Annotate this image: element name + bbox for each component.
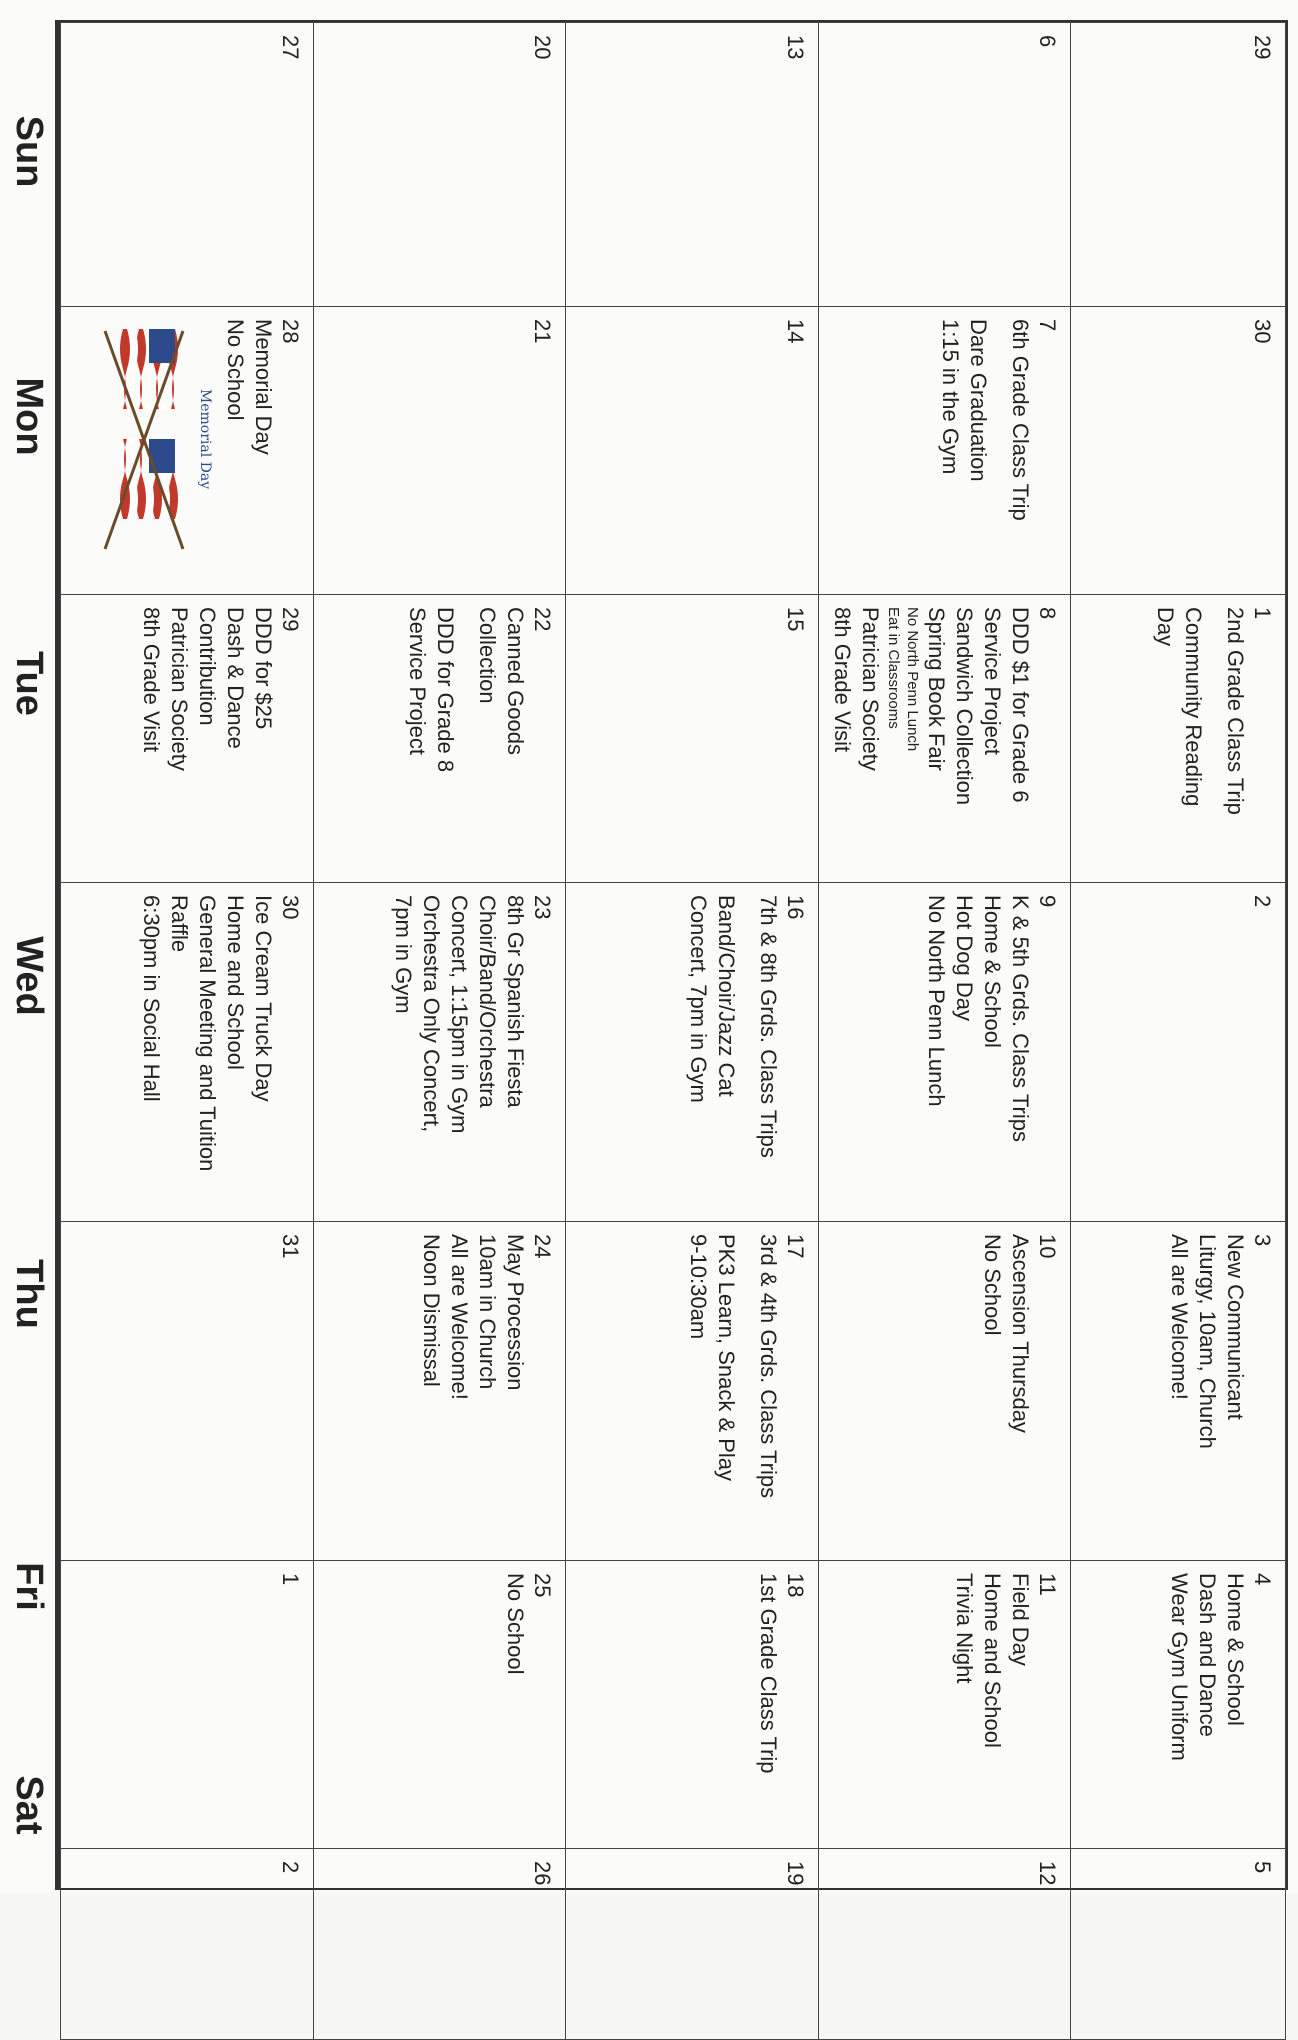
calendar-day-cell: [1071, 1849, 1286, 2040]
event-text: Dare Graduation 1:15 in the Gym: [938, 319, 992, 482]
event-text: 2nd Grade Class Trip: [1223, 607, 1248, 815]
day-number: 31: [277, 1234, 303, 1259]
cell-content: [819, 595, 1071, 882]
day-number: 30: [1250, 319, 1275, 344]
calendar-day-cell: [566, 23, 819, 307]
event-text: [992, 319, 1006, 582]
cell-content: [314, 307, 566, 594]
calendar-day-cell: [313, 1222, 566, 1561]
cell-content: [566, 1222, 818, 1560]
day-number: 30: [277, 895, 303, 920]
day-number: 17: [782, 1234, 808, 1259]
calendar-day-cell: [1071, 23, 1286, 307]
cell-content: [566, 307, 818, 594]
event-text: Community Reading Day: [1153, 607, 1206, 807]
day-number: 2: [277, 1861, 303, 1874]
event-text: [740, 1234, 754, 1548]
event-text: Field Day Home and School Trivia Night: [952, 1573, 1034, 1748]
day-number: 23: [530, 895, 556, 920]
day-number: 21: [530, 319, 556, 344]
cell-content: [819, 883, 1071, 1221]
event-text: Ice Cream Truck Day Home and School General Meeting and Tuition Raffle 6:30pm in Social Hall: [138, 895, 276, 1172]
cell-content: [1071, 595, 1285, 882]
cell-content: [61, 1561, 313, 1848]
event-text: Band/Choir/Jazz Cat Concert, 7pm in Gym: [685, 895, 739, 1103]
calendar-day-cell: [313, 23, 566, 307]
calendar-day-cell: [313, 1849, 566, 2040]
event-text: DDD for Grade 8 Service Project: [405, 607, 459, 773]
cell-content: [314, 23, 566, 306]
calendar-day-cell: [61, 1849, 314, 2040]
header-rule: [55, 20, 58, 1890]
cell-content: [314, 883, 566, 1221]
day-header-tue: Tue: [8, 651, 50, 716]
calendar-day-cell: [818, 1849, 1071, 2040]
day-number: 9: [1035, 895, 1061, 908]
calendar-day-cell: [313, 307, 566, 595]
event-text: New Communicant Liturgy, 10am, Church All are Welcome!: [1167, 1234, 1248, 1449]
day-number: 6: [1035, 35, 1061, 48]
week-row: [1071, 23, 1286, 2040]
day-number: 24: [530, 1234, 556, 1259]
cell-content: [314, 1561, 566, 1848]
event-text: [740, 895, 754, 1209]
calendar-day-cell: [818, 307, 1071, 595]
cell-content: [566, 1849, 818, 2039]
calendar-day-cell: [566, 1561, 819, 1849]
calendar-table: [60, 22, 1286, 2040]
day-number: 13: [782, 35, 808, 60]
cell-content: [566, 23, 818, 306]
cell-content: [566, 595, 818, 882]
day-number: 5: [1250, 1861, 1275, 1874]
flag-caption: Memorial Day: [196, 388, 213, 490]
cell-content: [1071, 1222, 1285, 1560]
day-number: 11: [1035, 1573, 1061, 1596]
event-text: Canned Goods Collection: [475, 607, 529, 755]
event-text: Patrician Society 8th Grade Visit: [830, 607, 884, 771]
calendar-grid: [58, 20, 1288, 1890]
calendar-day-cell: [313, 1561, 566, 1849]
week-row: [313, 23, 566, 2040]
day-number: 12: [1035, 1861, 1061, 1886]
calendar-day-cell: [313, 883, 566, 1222]
cell-content: [61, 595, 313, 882]
day-number: 4: [1250, 1573, 1275, 1586]
week-row: [61, 23, 314, 2040]
calendar-day-cell: [818, 1222, 1071, 1561]
cell-content: [1071, 1849, 1285, 2039]
event-text: [459, 607, 473, 870]
day-header-sat: Sat: [8, 1775, 50, 1835]
cell-content: [314, 595, 566, 882]
cell-content: [566, 883, 818, 1221]
event-text: DDD for $25 Dash & Dance Contribution Patrician Society 8th Grade Visit: [138, 607, 276, 771]
calendar-day-cell: [1071, 1561, 1286, 1849]
day-number: 29: [277, 607, 303, 632]
event-small-text: No North Penn Lunch Eat in Classrooms: [885, 607, 922, 752]
memorial-day-flags-icon: [90, 319, 215, 582]
calendar-day-cell: [61, 595, 314, 883]
calendar-day-cell: [1071, 307, 1286, 595]
cell-content: [61, 23, 313, 306]
calendar-day-cell: [818, 595, 1071, 883]
day-header-wed: Wed: [8, 936, 50, 1016]
calendar-day-cell: [61, 1222, 314, 1561]
event-text: No School: [503, 1573, 529, 1675]
cell-content: [314, 1222, 566, 1560]
cell-content: [1071, 23, 1285, 306]
day-header-mon: Mon: [8, 377, 50, 456]
day-number: 3: [1250, 1234, 1275, 1247]
day-number: 22: [530, 607, 556, 632]
event-text: Ascension Thursday No School: [980, 1234, 1034, 1433]
calendar-day-cell: [818, 883, 1071, 1222]
event-text: Memorial Day No School: [222, 319, 276, 455]
cell-content: [819, 1849, 1071, 2039]
day-number: 28: [277, 319, 303, 344]
calendar-day-cell: [566, 1849, 819, 2040]
week-row: [566, 23, 819, 2040]
flags-svg: [95, 319, 215, 559]
cell-content: [819, 23, 1071, 306]
calendar-day-cell: [566, 307, 819, 595]
day-number: 10: [1035, 1234, 1061, 1259]
cell-content: [61, 307, 313, 594]
calendar-day-cell: [61, 307, 314, 595]
day-number: 14: [782, 319, 808, 344]
event-text: [1207, 607, 1221, 870]
calendar-day-cell: [818, 23, 1071, 307]
day-number: 2: [1250, 895, 1275, 908]
cell-content: [819, 1222, 1071, 1560]
day-number: 16: [782, 895, 808, 920]
day-number: 29: [1250, 35, 1275, 60]
cell-content: [566, 1561, 818, 1848]
calendar-day-cell: [313, 595, 566, 883]
day-number: 15: [782, 607, 808, 632]
day-number: 7: [1035, 319, 1061, 332]
calendar-day-cell: [566, 1222, 819, 1561]
cell-content: [61, 883, 313, 1221]
cell-content: [1071, 1561, 1285, 1848]
event-text: Home & School Dash and Dance Wear Gym Uniform: [1167, 1573, 1248, 1761]
day-number: 25: [530, 1573, 556, 1598]
day-number: 27: [277, 35, 303, 60]
cell-content: [819, 307, 1071, 594]
week-row: [818, 23, 1071, 2040]
calendar-day-cell: [1071, 1222, 1286, 1561]
event-text: 1st Grade Class Trip: [755, 1573, 781, 1774]
calendar-day-cell: [61, 883, 314, 1222]
day-number: 19: [782, 1861, 808, 1886]
cell-content: [61, 1849, 313, 2039]
day-header-sun: Sun: [8, 115, 50, 188]
calendar-day-cell: [1071, 883, 1286, 1222]
cell-content: [1071, 883, 1285, 1221]
cell-content: [1071, 307, 1285, 594]
day-header-thu: Thu: [8, 1259, 50, 1329]
day-number: 8: [1035, 607, 1061, 620]
cell-content: [314, 1849, 566, 2039]
event-text: May Procession 10am in Church All are Welcome! Noon Dismissal: [419, 1234, 529, 1400]
day-number: 1: [277, 1573, 303, 1586]
calendar-day-cell: [61, 1561, 314, 1849]
event-text: PK3 Learn, Snack & Play 9-10:30am: [685, 1234, 739, 1482]
event-text: 3rd & 4th Grds. Class Trips: [755, 1234, 781, 1499]
event-text: 7th & 8th Grds. Class Trips: [755, 895, 781, 1158]
calendar-day-cell: [1071, 595, 1286, 883]
calendar-day-cell: [818, 1561, 1071, 1849]
calendar-day-cell: [61, 23, 314, 307]
calendar-day-cell: [566, 883, 819, 1222]
event-text: DDD $1 for Grade 6 Service Project Sandwich Collection Spring Book Fair: [924, 607, 1034, 806]
day-number: 26: [530, 1861, 556, 1886]
event-text: 6th Grade Class Trip: [1008, 319, 1034, 521]
cell-content: [61, 1222, 313, 1560]
event-text: K & 5th Grds. Class Trips Home & School Hot Dog Day No North Penn Lunch: [924, 895, 1034, 1142]
event-text: 8th Gr Spanish Fiesta Choir/Band/Orchestra Concert, 1:15pm in Gym Orchestra Only Concert, 7pm in Gym: [391, 895, 529, 1134]
day-number: 18: [782, 1573, 808, 1598]
calendar-day-cell: [566, 595, 819, 883]
day-number: 1: [1250, 607, 1275, 620]
cell-content: [819, 1561, 1071, 1848]
day-header-fri: Fri: [8, 1562, 50, 1611]
day-number: 20: [530, 35, 556, 60]
